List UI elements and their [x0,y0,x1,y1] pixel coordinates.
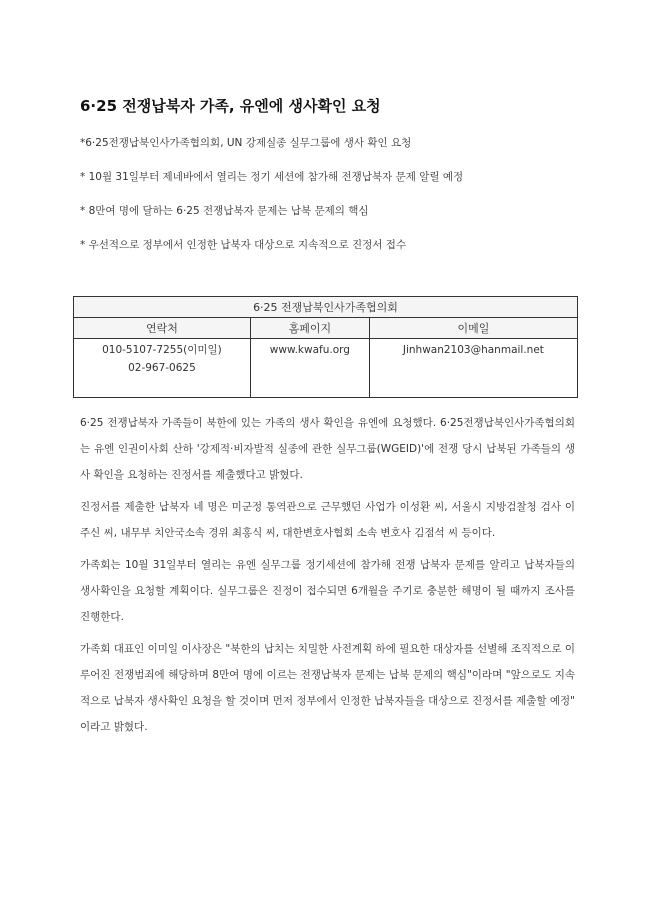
bullet-item: * 8만여 명에 달하는 6·25 전쟁납북자 문제는 납북 문제의 핵심 [80,205,369,217]
article-paragraph: 가족회 대표인 이미일 이사장은 "북한의 납치는 치밀한 사전계획 하에 필요한 대상자를 선별해 조직적으로 이루어진 전쟁범죄에 해당하며 8만여 명에 이르는 전쟁납북자 문제는 납북 문제의 핵심"이라며 "앞으로도 지속적으로 납북자 생사확인 요청을 할 것이며 먼저 정부에서 인정한 납북자들을 대상으로 진정서를 제출할 예정" 이라고 밝혔다. [80,643,575,733]
article-paragraph: 진정서를 제출한 납북자 네 명은 미군정 통역관으로 근무했던 사업가 이성환 씨, 서울시 지방검찰청 검사 이주신 씨, 내무부 치안국소속 경위 최홍식 씨, 대한변호사협회 소속 변호사 김점석 씨 등이다. [80,501,575,539]
contact-email-link[interactable]: Jinhwan2103@hanmail.net [402,344,544,356]
contact-phone-header: 연락처 [74,318,251,339]
contact-org-name: 6·25 전쟁납북인사가족협의회 [74,297,578,318]
contact-homepage-header: 홈페이지 [250,318,369,339]
page-title: 6·25 전쟁납북자 가족, 유엔에 생사확인 요청 [80,97,381,115]
bullet-item: * 우선적으로 정부에서 인정한 납북자 대상으로 지속적으로 진정서 접수 [80,239,407,251]
article-body [80,410,575,746]
contact-homepage-cell [250,339,369,398]
contact-email-cell [369,339,577,398]
contact-phone-cell [74,339,251,398]
bullet-item: *6·25전쟁납북인사가족협의회, UN 강제실종 실무그룹에 생사 확인 요청 [80,137,412,149]
contact-email-header: 이메일 [369,318,577,339]
article-paragraph: 6·25 전쟁납북자 가족들이 북한에 있는 가족의 생사 확인을 유엔에 요청했다. 6·25전쟁납북인사가족협의회는 유엔 인권이사회 산하 '강제적·비자발적 실종에 관한 실무그룹(WGEID)'에 전쟁 당시 납북된 가족들의 생사 확인을 요청하는 진정서를 제출했다고 밝혔다. [80,417,575,481]
summary-bullets [80,135,580,271]
contact-phone-office: 02-967-0625 [128,362,196,374]
bullet-item: * 10월 31일부터 제네바에서 열리는 정기 세션에 참가해 전쟁납북자 문제 알릴 예정 [80,171,464,183]
contact-homepage-link[interactable]: www.kwafu.org [269,344,350,356]
contact-table [73,296,578,398]
contact-phone-mobile: 010-5107-7255(이미일) [102,344,222,356]
article-paragraph: 가족회는 10월 31일부터 열리는 유엔 실무그룹 정기세션에 참가해 전쟁 납북자 문제를 알리고 납북자들의 생사확인을 요청할 계획이다. 실무그룹은 진정이 접수되면 6개월을 주기로 충분한 해명이 될 때까지 조사를 진행한다. [80,559,575,623]
